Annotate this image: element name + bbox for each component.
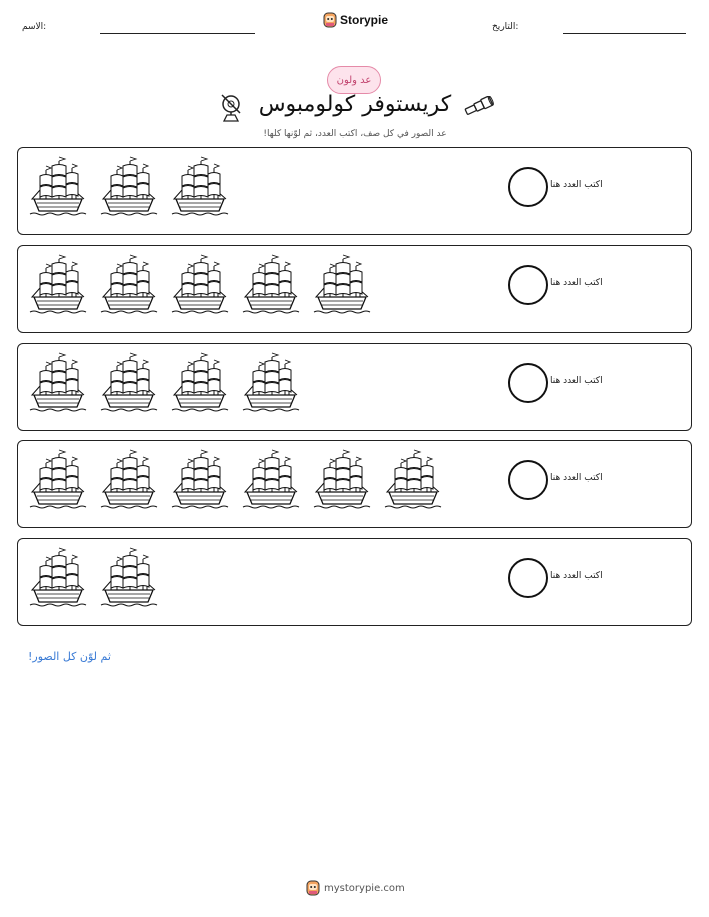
answer-circle[interactable] <box>508 460 548 500</box>
answer-circle[interactable] <box>508 265 548 305</box>
date-line[interactable] <box>563 33 686 34</box>
storypie-mascot-icon <box>323 12 337 28</box>
name-label: الاسم: <box>22 22 47 32</box>
footer-note: ثم لوّن كل الصور! <box>28 650 111 663</box>
caravel-ship-icon <box>99 352 159 414</box>
caravel-ship-icon <box>312 254 372 316</box>
storypie-mascot-icon <box>306 880 320 896</box>
count-row <box>17 245 692 333</box>
page-title: كريستوفر كولومبوس <box>258 92 452 117</box>
count-row <box>17 147 692 235</box>
caravel-ship-icon <box>99 254 159 316</box>
caravel-ship-icon <box>28 156 88 218</box>
footer-brand[interactable] <box>306 880 405 896</box>
write-number-label: اكتب العدد هنا <box>550 376 603 386</box>
caravel-ship-icon <box>170 352 230 414</box>
count-row <box>17 343 692 431</box>
brand-logo <box>323 12 388 28</box>
answer-circle[interactable] <box>508 167 548 207</box>
footer-url[interactable]: mystorypie.com <box>324 882 405 894</box>
caravel-ship-icon <box>28 449 88 511</box>
caravel-ship-icon <box>241 254 301 316</box>
count-row <box>17 538 692 626</box>
caravel-ship-icon <box>241 449 301 511</box>
write-number-label: اكتب العدد هنا <box>550 180 603 190</box>
write-number-label: اكتب العدد هنا <box>550 473 603 483</box>
activity-badge: عد ولون <box>327 66 381 94</box>
caravel-ship-icon <box>241 352 301 414</box>
answer-circle[interactable] <box>508 558 548 598</box>
caravel-ship-icon <box>99 156 159 218</box>
caravel-ship-icon <box>170 156 230 218</box>
write-number-label: اكتب العدد هنا <box>550 571 603 581</box>
astrolabe-icon <box>218 91 244 123</box>
caravel-ship-icon <box>383 449 443 511</box>
caravel-ship-icon <box>28 254 88 316</box>
brand-name: Storypie <box>340 13 389 27</box>
caravel-ship-icon <box>99 547 159 609</box>
caravel-ship-icon <box>312 449 372 511</box>
date-label: التاريخ: <box>492 22 519 32</box>
instructions: عد الصور في كل صف، اكتب العدد، ثم لوّنها كلها! <box>263 129 447 139</box>
spyglass-icon <box>463 96 495 116</box>
write-number-label: اكتب العدد هنا <box>550 278 603 288</box>
caravel-ship-icon <box>170 449 230 511</box>
caravel-ship-icon <box>28 352 88 414</box>
answer-circle[interactable] <box>508 363 548 403</box>
name-line[interactable] <box>100 33 255 34</box>
caravel-ship-icon <box>170 254 230 316</box>
caravel-ship-icon <box>99 449 159 511</box>
count-row <box>17 440 692 528</box>
caravel-ship-icon <box>28 547 88 609</box>
